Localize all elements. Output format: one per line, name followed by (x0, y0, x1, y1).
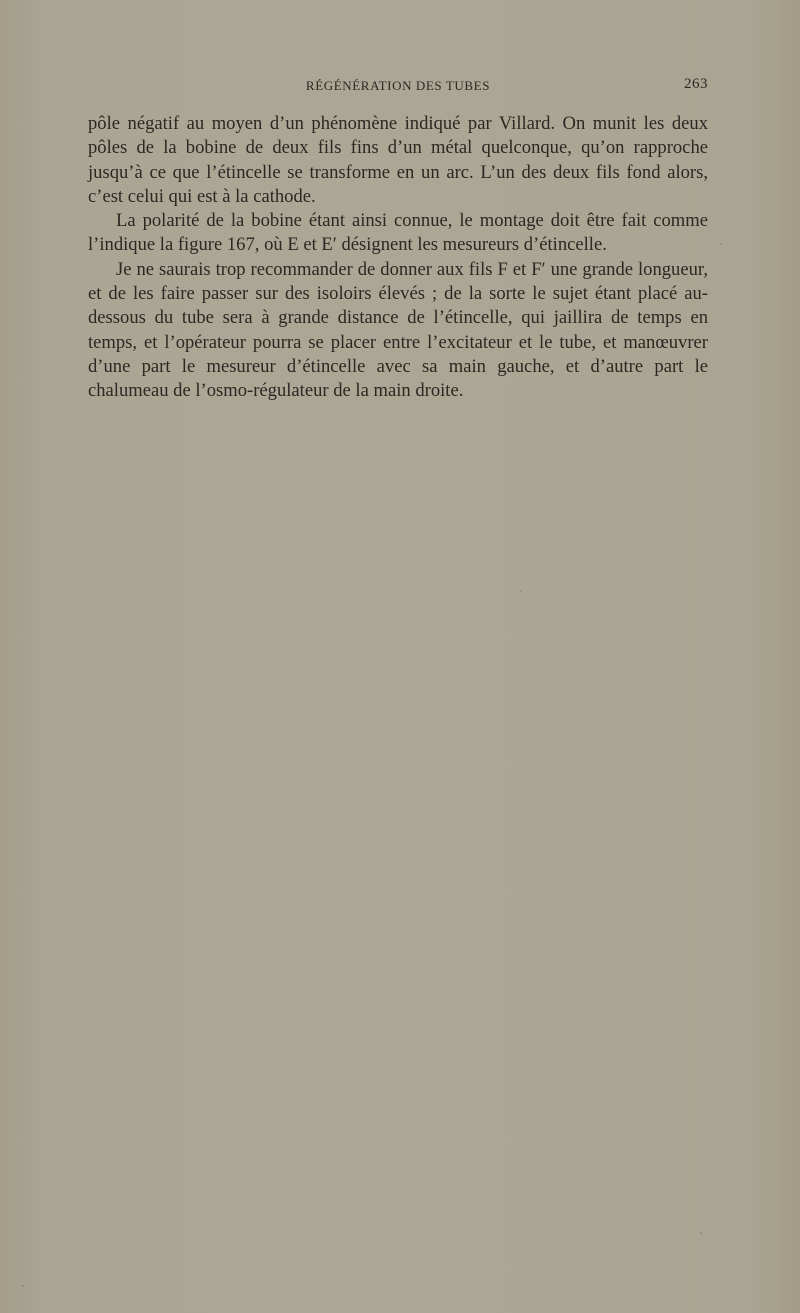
paragraph-recommendation: Je ne saurais trop recommander de donner aux fils F et F′ une grande longueur, et de les faire passer sur des isoloirs élevés ; de la sorte le sujet étant placé au-dessous du tube sera à grande distance de l’étincelle, qui jaillira de temps en temps, et l’opérateur pourra se placer entre l’excitateur et le tube, et manœuvrer d’une part le mesureur d’étincelle avec sa main gauche, et d’autre part le chalumeau de l’osmo-régulateur de la main droite. (88, 258, 708, 402)
page-number: 263 (684, 76, 708, 92)
paper-speck (720, 243, 722, 245)
paper-speck (700, 1232, 702, 1234)
paragraph-polarity: La polarité de la bobine étant ainsi connue, le montage doit être fait comme l’indique la figure 167, où E et E′ désignent les mesureurs d’étincelle. (88, 210, 708, 256)
body-text (88, 112, 708, 404)
paragraph-continuation: pôle négatif au moyen d’un phénomène indiqué par Villard. On munit les deux pôles de la bobine de deux fils fins d’un métal quelconque, qu’on rapproche jusqu’à ce que l’étincelle se transforme en un arc. L’un des deux fils fond alors, c’est celui qui est à la cathode. (88, 113, 708, 207)
running-title: RÉGÉNÉRATION DES TUBES (305, 78, 491, 93)
paper-speck (22, 1285, 24, 1287)
paper-speck (520, 590, 522, 592)
running-head (88, 76, 708, 96)
